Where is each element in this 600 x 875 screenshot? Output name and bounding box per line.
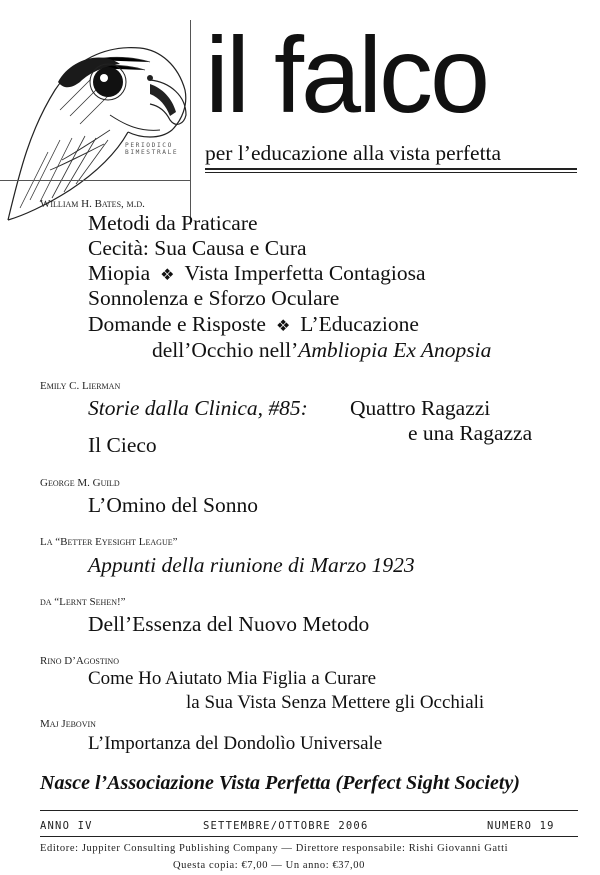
masthead-horizontal-rule <box>0 180 190 181</box>
magazine-subtitle: per l’educazione alla vista perfetta <box>205 141 502 165</box>
issue-date: SETTEMBRE/OTTOBRE 2006 <box>203 820 369 832</box>
article-quattro-ragazzi: Quattro Ragazzi <box>350 396 491 420</box>
headline-associazione: Nasce l’Associazione Vista Perfetta (Perfect Sight Society) <box>40 772 520 794</box>
article-il-cieco: Il Cieco <box>88 433 157 457</box>
author-bates: William H. Bates, m.d. <box>40 198 145 210</box>
magazine-title: il falco <box>205 14 488 135</box>
article-line-ambliopia <box>152 338 491 363</box>
article-line-miopia <box>88 261 426 287</box>
periodicity-label <box>125 142 178 156</box>
periodico-text: PERIODICO <box>125 142 173 149</box>
author-guild: George M. Guild <box>40 477 120 489</box>
article-storie: Storie dalla Clinica, #85: <box>88 396 308 420</box>
credits-line: Editore: Juppiter Consulting Publishing Company — Direttore responsabile: Rishi Giovanni Gatti <box>40 843 509 854</box>
masthead-vertical-rule <box>190 20 191 225</box>
author-lierman: Emily C. Lierman <box>40 380 121 392</box>
footer-rule-bottom <box>40 836 578 837</box>
masthead-rule-thin <box>205 172 577 173</box>
article-domande: Domande e Risposte <box>88 312 266 336</box>
author-league: La “Better Eyesight League” <box>40 536 178 548</box>
diamond-separator-icon: ❖ <box>275 316 291 335</box>
author-dagostino: Rino D’Agostino <box>40 655 119 667</box>
article-dondolio: L’Importanza del Dondolìo Universale <box>88 733 383 754</box>
article-ambliopia: Ambliopia Ex Anopsia <box>298 338 492 362</box>
footer-rule-top <box>40 810 578 811</box>
article-vista-contagiosa: Vista Imperfetta Contagiosa <box>184 261 426 285</box>
article-una-ragazza: e una Ragazza <box>408 421 533 445</box>
article-essenza: Dell’Essenza del Nuovo Metodo <box>88 612 370 636</box>
article-omino: L’Omino del Sonno <box>88 493 259 517</box>
article-cecita: Cecità: Sua Causa e Cura <box>88 236 307 260</box>
author-lernt-sehen: da “Lernt Sehen!” <box>40 596 126 608</box>
article-miopia: Miopia <box>88 261 151 285</box>
falcon-head-illustration <box>0 20 190 225</box>
article-line-domande <box>88 312 419 338</box>
issue-year: ANNO IV <box>40 820 93 832</box>
article-metodi: Metodi da Praticare <box>88 211 258 235</box>
article-sua-vista: la Sua Vista Senza Mettere gli Occhiali <box>186 692 485 713</box>
bimestrale-text: BIMESTRALE <box>125 149 179 156</box>
diamond-separator-icon: ❖ <box>160 265 175 284</box>
article-dellocchio: dell’Occhio nell’ <box>152 338 299 362</box>
article-come-ho-aiutato: Come Ho Aiutato Mia Figlia a Curare <box>88 668 377 689</box>
article-appunti: Appunti della riunione di Marzo 1923 <box>88 553 415 577</box>
article-educazione: L’Educazione <box>300 312 419 336</box>
author-jebovin: Maj Jebovin <box>40 718 96 730</box>
issue-number: NUMERO 19 <box>487 820 555 832</box>
article-sonnolenza: Sonnolenza e Sforzo Oculare <box>88 286 340 310</box>
masthead-rule <box>205 168 577 170</box>
price-line: Questa copia: €7,00 — Un anno: €37,00 <box>173 860 365 871</box>
